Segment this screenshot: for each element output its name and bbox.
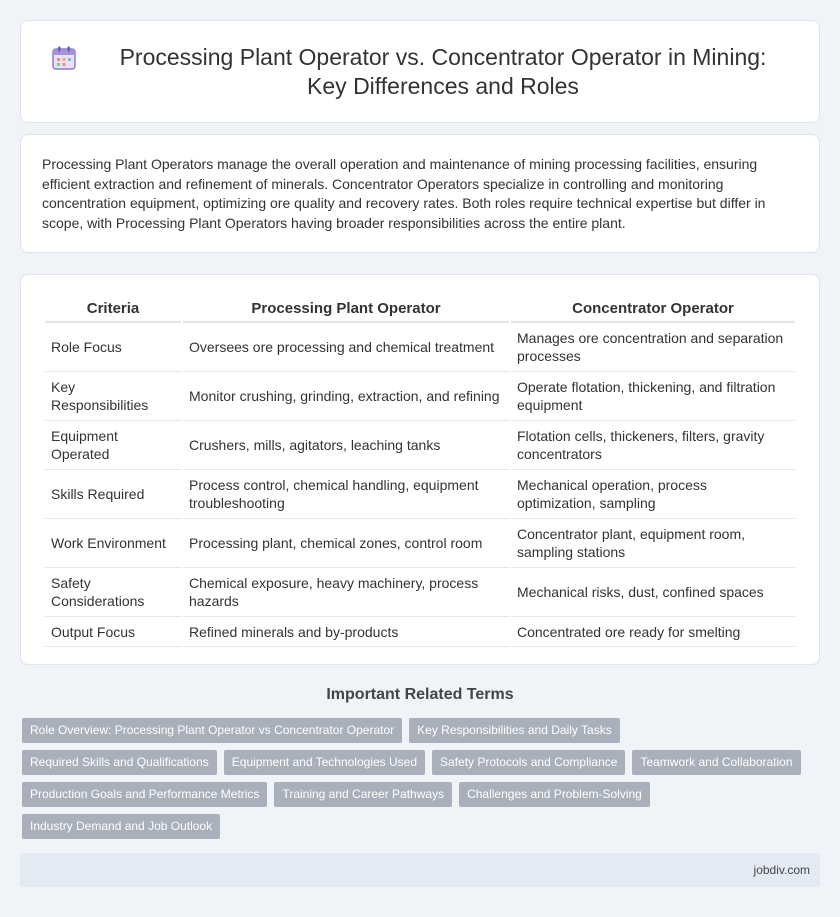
concentrator-operator-cell: Concentrator plant, equipment room, sampling stations	[511, 519, 795, 568]
related-term-tag[interactable]: Role Overview: Processing Plant Operator vs Concentrator Operator	[22, 718, 402, 743]
concentrator-operator-cell: Concentrated ore ready for smelting	[511, 617, 795, 647]
table-row	[45, 519, 795, 568]
header-criteria: Criteria	[45, 295, 181, 323]
header-concentrator-operator: Concentrator Operator	[511, 295, 795, 323]
related-terms-title: Important Related Terms	[326, 686, 514, 703]
related-term-tag[interactable]: Safety Protocols and Compliance	[432, 750, 625, 775]
table-row	[45, 323, 795, 372]
table-header-row	[45, 295, 795, 323]
concentrator-operator-cell: Mechanical risks, dust, confined spaces	[511, 568, 795, 617]
processing-plant-operator-cell: Refined minerals and by-products	[183, 617, 509, 647]
footer-site-link[interactable]: jobdiv.com	[753, 863, 810, 877]
comparison-table-card	[20, 274, 820, 665]
related-term-tag[interactable]: Teamwork and Collaboration	[632, 750, 800, 775]
criteria-cell: Key Responsibilities	[45, 372, 181, 421]
criteria-cell: Role Focus	[45, 323, 181, 372]
processing-plant-operator-cell: Process control, chemical handling, equipment troubleshooting	[183, 470, 509, 519]
criteria-cell: Safety Considerations	[45, 568, 181, 617]
intro-text: Processing Plant Operators manage the overall operation and maintenance of mining processing facilities, ensuring efficient extraction and refinement of minerals. Concentrator Operators specialize in controlling and monitoring concentration equipment, optimizing ore quality and recovery rates. Both roles require technical expertise but differ in scope, with Processing Plant Operators having broader responsibilities across the entire plant.	[42, 156, 766, 231]
concentrator-operator-cell: Operate flotation, thickening, and filtration equipment	[511, 372, 795, 421]
header-processing-plant-operator: Processing Plant Operator	[183, 295, 509, 323]
table-row	[45, 470, 795, 519]
processing-plant-operator-cell: Monitor crushing, grinding, extraction, and refining	[183, 372, 509, 421]
processing-plant-operator-cell: Chemical exposure, heavy machinery, process hazards	[183, 568, 509, 617]
concentrator-operator-cell: Manages ore concentration and separation processes	[511, 323, 795, 372]
header-card	[20, 20, 820, 123]
comparison-table	[43, 295, 797, 647]
related-term-tag[interactable]: Key Responsibilities and Daily Tasks	[409, 718, 620, 743]
table-row	[45, 568, 795, 617]
page-title: Processing Plant Operator vs. Concentrator Operator in Mining: Key Differences and Roles	[119, 43, 767, 99]
criteria-cell: Output Focus	[45, 617, 181, 647]
criteria-cell: Equipment Operated	[45, 421, 181, 470]
footer	[20, 853, 820, 887]
related-term-tag[interactable]: Training and Career Pathways	[274, 782, 452, 807]
related-terms-tags	[22, 718, 822, 846]
calendar-icon	[51, 45, 77, 71]
processing-plant-operator-cell: Crushers, mills, agitators, leaching tanks	[183, 421, 509, 470]
related-term-tag[interactable]: Challenges and Problem-Solving	[459, 782, 650, 807]
concentrator-operator-cell: Mechanical operation, process optimization, sampling	[511, 470, 795, 519]
table-row	[45, 372, 795, 421]
table-row	[45, 617, 795, 647]
criteria-cell: Skills Required	[45, 470, 181, 519]
related-term-tag[interactable]: Industry Demand and Job Outlook	[22, 814, 220, 839]
related-term-tag[interactable]: Required Skills and Qualifications	[22, 750, 217, 775]
related-term-tag[interactable]: Equipment and Technologies Used	[224, 750, 425, 775]
table-row	[45, 421, 795, 470]
processing-plant-operator-cell: Oversees ore processing and chemical treatment	[183, 323, 509, 372]
concentrator-operator-cell: Flotation cells, thickeners, filters, gravity concentrators	[511, 421, 795, 470]
intro-card	[20, 134, 820, 253]
criteria-cell: Work Environment	[45, 519, 181, 568]
related-term-tag[interactable]: Production Goals and Performance Metrics	[22, 782, 267, 807]
processing-plant-operator-cell: Processing plant, chemical zones, control room	[183, 519, 509, 568]
